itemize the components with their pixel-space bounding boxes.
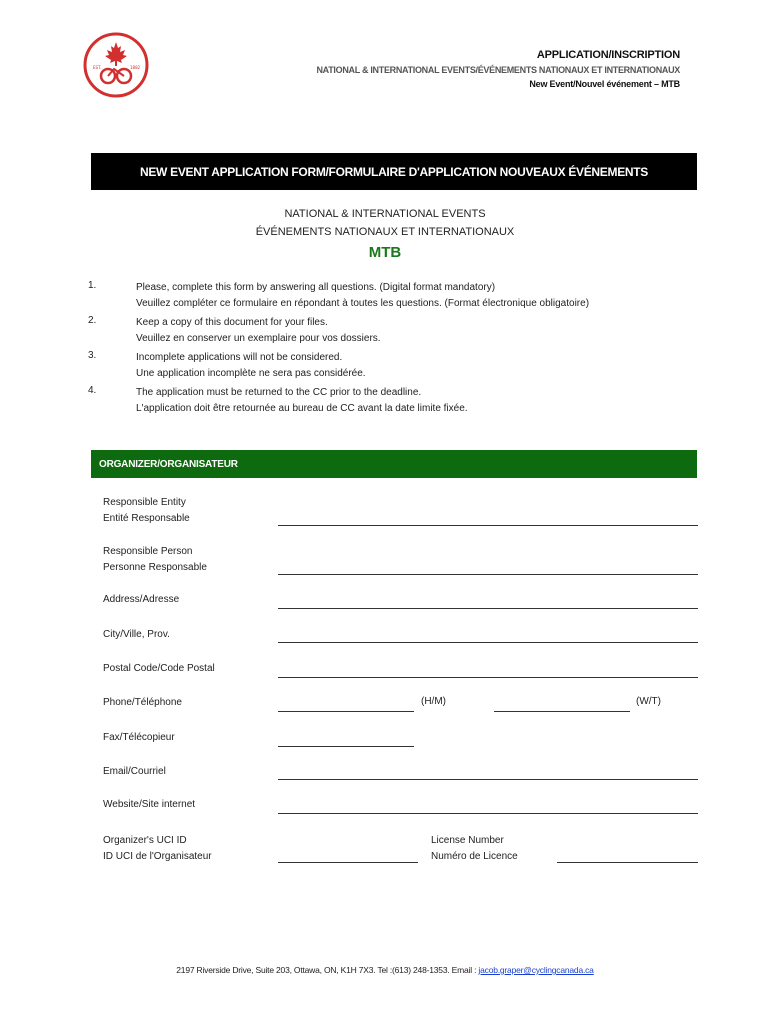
instruction-en: Incomplete applications will not be considered.: [136, 352, 343, 363]
phone-work-tag: (W/T): [636, 696, 661, 707]
section-title: ORGANIZER/ORGANISATEUR: [99, 458, 238, 470]
discipline-label: MTB: [368, 244, 402, 261]
label-fr: Numéro de Licence: [431, 851, 518, 862]
email-field[interactable]: [278, 779, 698, 780]
city-label: City/Ville, Prov.: [103, 629, 170, 640]
email-label: Email/Courriel: [103, 766, 166, 777]
uci-id-label: [103, 833, 212, 865]
instruction-number: 4.: [88, 385, 97, 396]
logo-year-text: 1882: [130, 65, 141, 70]
license-number-label: [431, 833, 518, 865]
header-line-3: New Event/Nouvel événement – MTB: [529, 79, 680, 89]
header-line-1: APPLICATION/INSCRIPTION: [536, 49, 680, 61]
responsible-entity-field[interactable]: [278, 525, 698, 526]
label-en: Organizer's UCI ID: [103, 835, 187, 846]
label-en: License Number: [431, 835, 504, 846]
website-field[interactable]: [278, 813, 698, 814]
label-en: Responsible Person: [103, 546, 193, 557]
maple-leaf-bicycle-icon: [83, 32, 149, 98]
logo-est-text: EST.: [93, 65, 102, 70]
phone-home-tag: (H/M): [421, 696, 446, 707]
subtitle-fr: ÉVÉNEMENTS NATIONAUX ET INTERNATIONAUX: [255, 226, 515, 238]
form-title-bar: [91, 153, 697, 190]
label-fr: Personne Responsable: [103, 562, 207, 573]
instruction-number: 1.: [88, 280, 97, 291]
website-label: Website/Site internet: [103, 799, 196, 810]
phone-label: Phone/Téléphone: [103, 697, 182, 708]
document-header: [316, 49, 680, 89]
label-fr: Entité Responsable: [103, 513, 190, 524]
fax-field[interactable]: [278, 746, 414, 747]
address-field[interactable]: [278, 608, 698, 609]
uci-id-field[interactable]: [278, 862, 418, 863]
instruction-en: The application must be returned to the CC prior to the deadline.: [136, 387, 422, 398]
license-number-field[interactable]: [557, 862, 698, 863]
instruction-en: Please, complete this form by answering all questions. (Digital format mandatory): [136, 282, 496, 293]
footer-email-link[interactable]: jacob.graper@cyclingcanada.ca: [478, 965, 594, 975]
page-footer: [0, 965, 770, 975]
responsible-entity-label: [103, 495, 190, 527]
footer-address: 2197 Riverside Drive, Suite 203, Ottawa, ON, K1H 7X3. Tel :(613) 248-1353. Email :: [176, 965, 479, 975]
postal-code-field[interactable]: [278, 677, 698, 678]
address-label: Address/Adresse: [103, 594, 180, 605]
label-fr: ID UCI de l'Organisateur: [103, 851, 212, 862]
instruction-fr: L'application doit être retournée au bureau de CC avant la date limite fixée.: [136, 403, 468, 414]
phone-home-field[interactable]: [278, 711, 414, 712]
postal-code-label: Postal Code/Code Postal: [103, 663, 215, 674]
organizer-section-header: [91, 450, 697, 478]
instruction-fr: Veuillez en conserver un exemplaire pour vos dossiers.: [136, 333, 381, 344]
form-title: NEW EVENT APPLICATION FORM/FORMULAIRE D'APPLICATION NOUVEAUX ÉVÉNEMENTS: [139, 164, 648, 179]
label-en: Responsible Entity: [103, 497, 186, 508]
instruction-number: 3.: [88, 350, 97, 361]
instruction-en: Keep a copy of this document for your files.: [136, 317, 328, 328]
fax-label: Fax/Télécopieur: [103, 732, 175, 743]
responsible-person-label: [103, 544, 207, 576]
cycling-canada-logo: [83, 32, 149, 98]
phone-work-field[interactable]: [494, 711, 630, 712]
subtitle-en: NATIONAL & INTERNATIONAL EVENTS: [284, 208, 486, 220]
instruction-fr: Veuillez compléter ce formulaire en répondant à toutes les questions. (Format électronique obligatoire): [136, 298, 590, 309]
instruction-fr: Une application incomplète ne sera pas considérée.: [136, 368, 366, 379]
header-line-2: NATIONAL & INTERNATIONAL EVENTS/ÉVÉNEMENTS NATIONAUX ET INTERNATIONAUX: [316, 65, 680, 75]
city-field[interactable]: [278, 642, 698, 643]
instruction-number: 2.: [88, 315, 97, 326]
responsible-person-field[interactable]: [278, 574, 698, 575]
